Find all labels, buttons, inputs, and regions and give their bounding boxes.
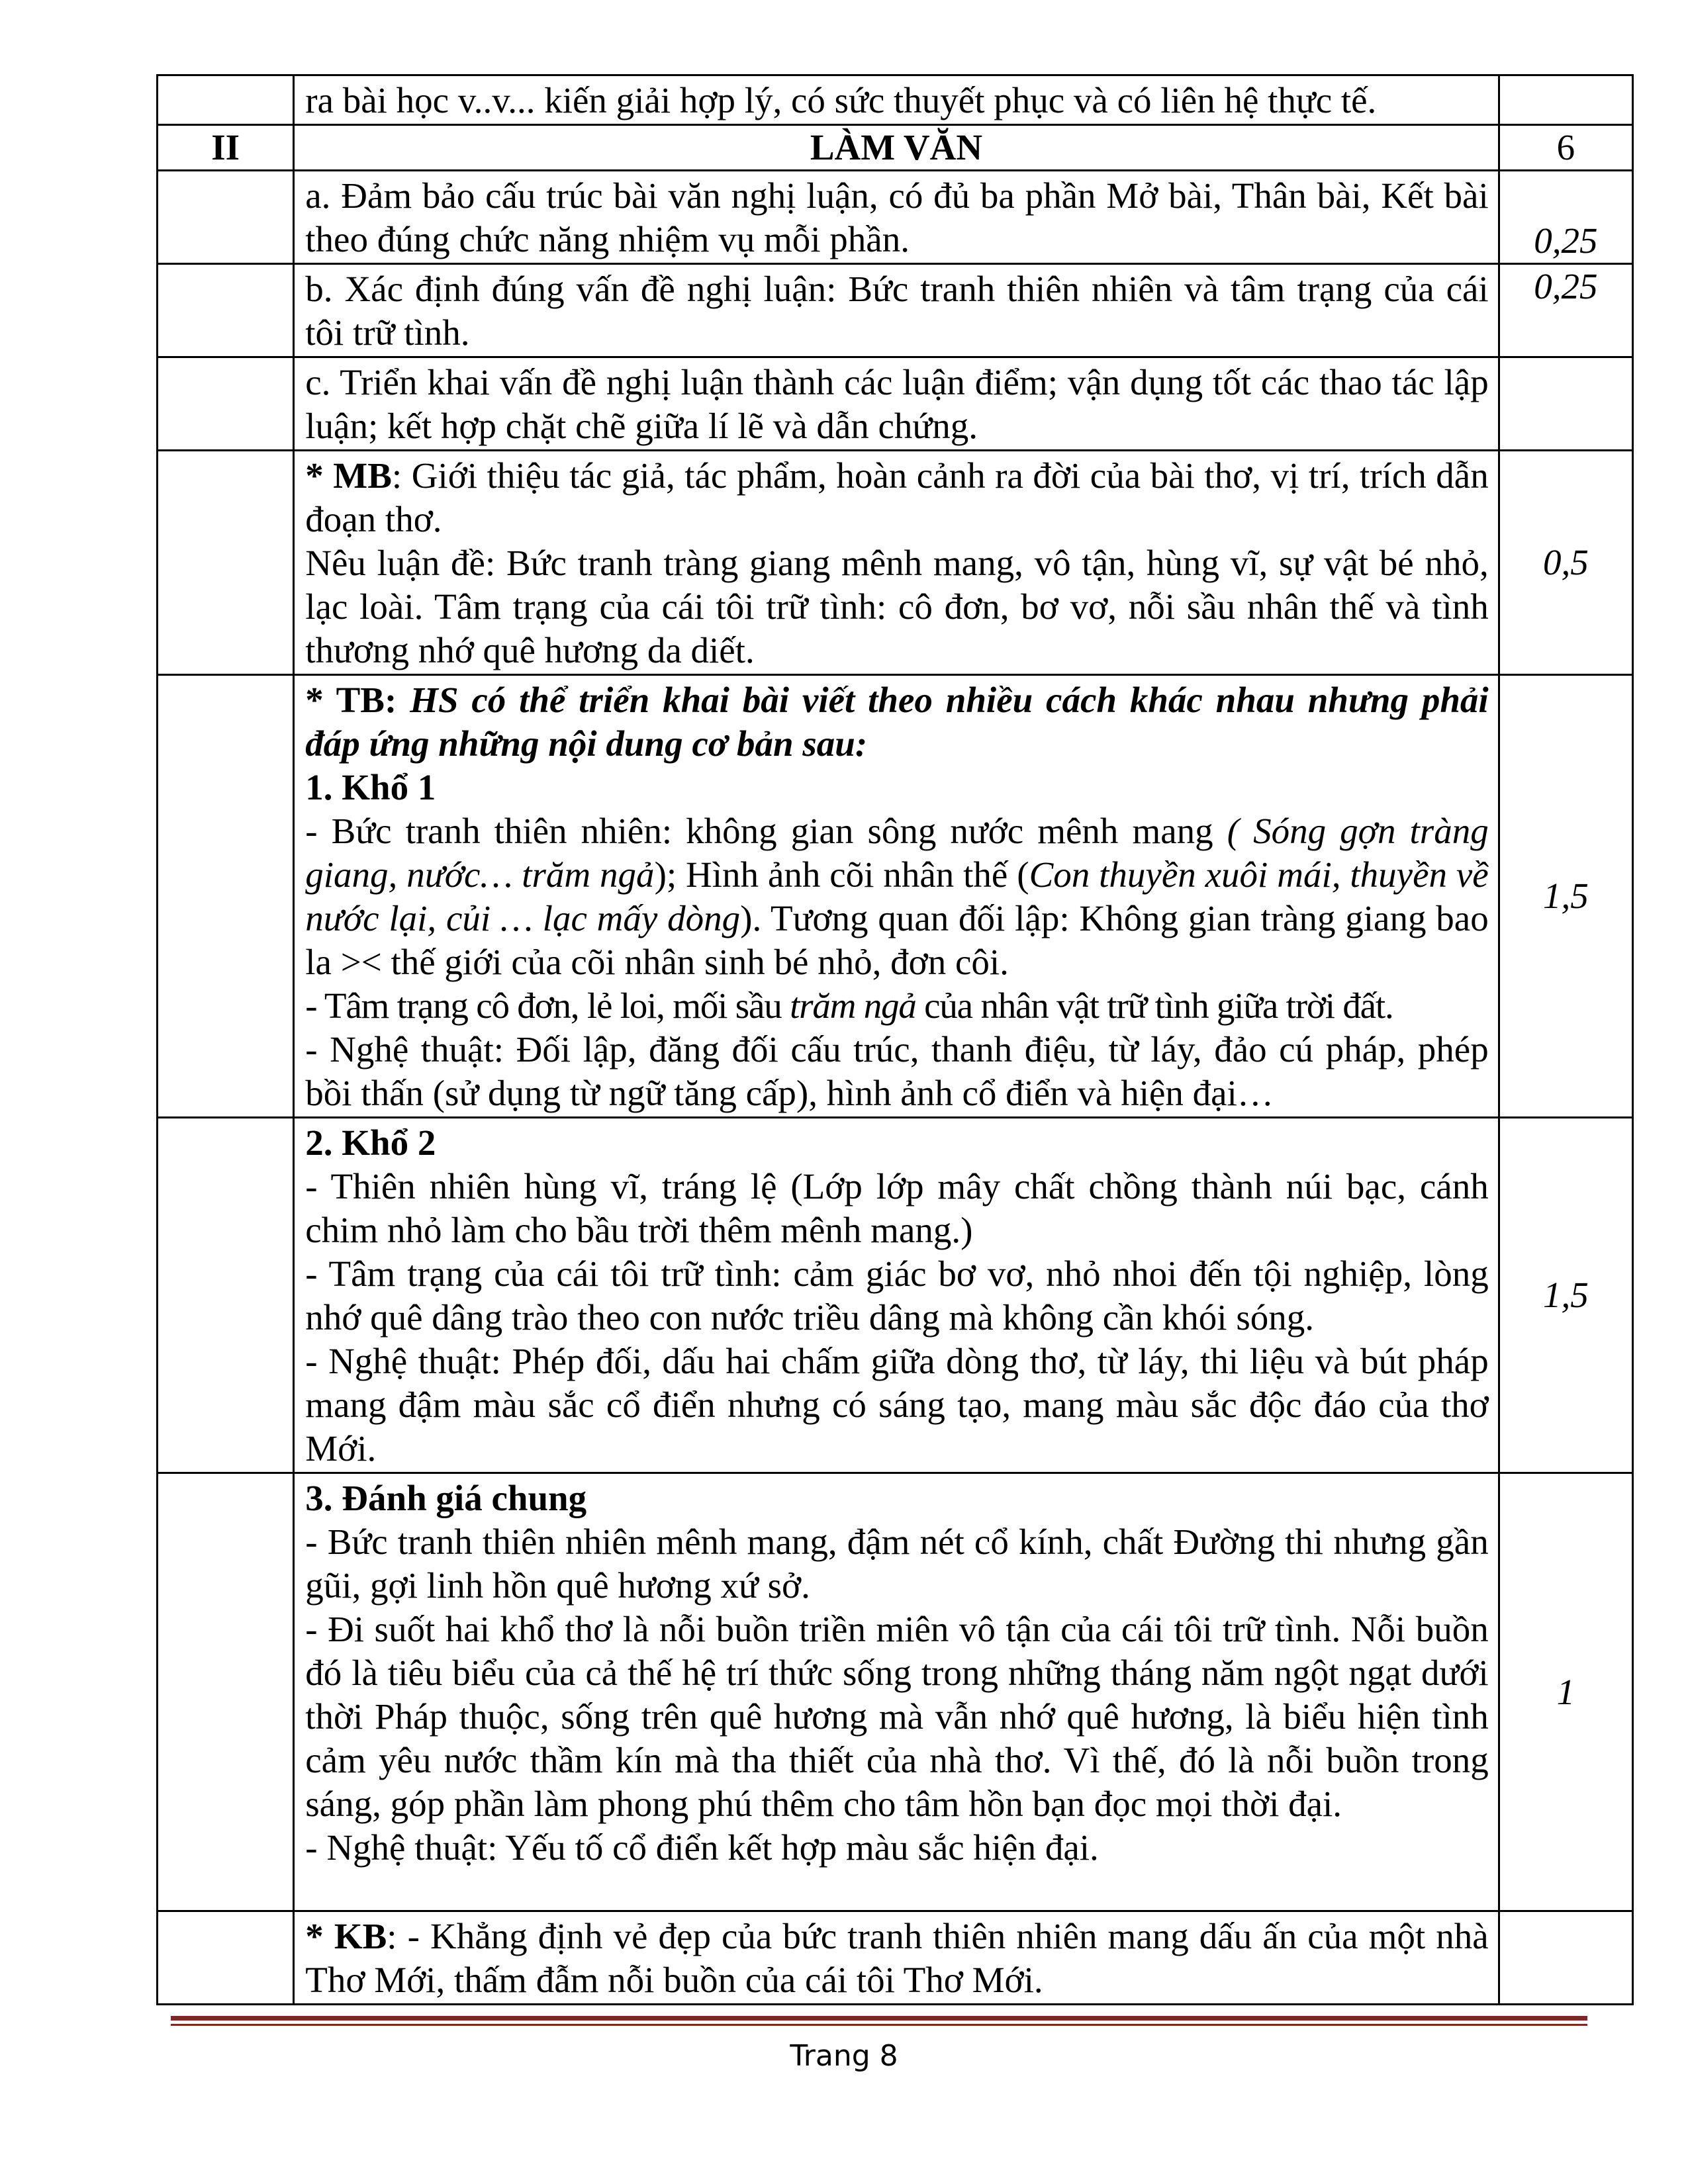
table-row (158, 675, 1633, 1118)
kho2-p2: - Tâm trạng của cái tôi trữ tình: cảm giác bơ vơ, nhỏ nhoi đến tội nghiệp, lòng nhớ quê dâng trào theo con nước triều dâng mà không cần khói sóng. (305, 1253, 1489, 1338)
table-row (158, 451, 1633, 675)
kho2-score: 1,5 (1499, 1118, 1632, 1473)
mb-label: * MB (305, 455, 392, 496)
numeral-cell (158, 357, 294, 451)
grading-table (156, 74, 1634, 2005)
kho1-heading: 1. Khổ 1 (305, 767, 436, 807)
danh-gia-p3: - Nghệ thuật: Yếu tố cổ điển kết hợp màu sắc hiện đại. (305, 1827, 1099, 1868)
kb-body: : - Khẳng định vẻ đẹp của bức tranh thiên nhiên mang dấu ấn của một nhà Thơ Mới, thấm đẫm nỗi buồn của cái tôi Thơ Mới. (305, 1916, 1489, 2000)
kho1-p2-a: - Tâm trạng cô đơn, lẻ loi, mối sầu (305, 985, 790, 1026)
numeral-cell (158, 1473, 294, 1911)
numeral-cell (158, 675, 294, 1118)
kho1-p1-c: ); Hình ảnh cõi nhân thế ( (654, 854, 1029, 895)
danh-gia-score: 1 (1499, 1473, 1632, 1911)
tb-intro (305, 678, 1488, 766)
table-row (158, 75, 1633, 125)
criterion-b-score: 0,25 (1499, 264, 1632, 357)
table-row (158, 264, 1633, 357)
kho1-p2 (305, 984, 1488, 1028)
kho1-p1-d: Con thuyền xuôi mái, thuyền về nước lại, củi … lạc mấy dòng (305, 854, 1489, 938)
kho1-score: 1,5 (1499, 675, 1632, 1118)
page-number: Trang 8 (790, 2039, 898, 2073)
criterion-c: c. Triển khai vấn đề nghị luận thành các luận điểm; vận dụng tốt các thao tác lập luận; kết hợp chặt chẽ giữa lí lẽ và dẫn chứng. (305, 362, 1489, 446)
score-cell (1499, 1911, 1632, 2005)
criterion-b: b. Xác định đúng vấn đề nghị luận: Bức tranh thiên nhiên và tâm trạng của cái tôi trữ tình. (305, 269, 1489, 353)
danh-gia-heading: 3. Đánh giá chung (305, 1478, 587, 1518)
table-row (158, 171, 1633, 264)
score-cell (1499, 75, 1632, 125)
kho1-p2-c: của nhân vật trữ tình giữa trời đất. (915, 985, 1393, 1026)
danh-gia-p1: - Bức tranh thiên nhiên mênh mang, đậm nét cổ kính, chất Đường thi nhưng gần gũi, gợi linh hồn quê hương xứ sở. (305, 1522, 1489, 1606)
mb-thesis: Nêu luận đề: Bức tranh tràng giang mênh mang, vô tận, hùng vĩ, sự vật bé nhỏ, lạc loài. Tâm trạng của cái tôi trữ tình: cô đơn, bơ vơ, nỗi sầu nhân thế và tình thương nhớ quê hương da diết. (305, 543, 1489, 670)
table-row (158, 125, 1633, 171)
tb-text: HS có thể triển khai bài viết theo nhiều cách khác nhau nhưng phải đáp ứng những nội dung cơ bản sau: (305, 680, 1489, 764)
section-score: 6 (1499, 125, 1632, 171)
footer-rule-thick (171, 2016, 1587, 2021)
table-row (158, 1911, 1633, 2005)
mb-text: : Giới thiệu tác giả, tác phẩm, hoàn cảnh ra đời của bài thơ, vị trí, trích dẫn đoạn thơ. (305, 455, 1489, 539)
numeral-cell (158, 1118, 294, 1473)
kb-text (305, 1915, 1488, 2002)
mb-score: 0,5 (1499, 451, 1632, 675)
tb-label: * TB: (305, 680, 397, 720)
numeral-cell (158, 171, 294, 264)
table-row (158, 1473, 1633, 1911)
row0-text: ra bài học v..v... kiến giải hợp lý, có sức thuyết phục và có liên hệ thực tế. (305, 80, 1377, 120)
kho1-p1-b: ( Sóng gợn tràng giang, nước… trăm ngả (305, 811, 1489, 895)
kb-label: * KB (305, 1916, 387, 1956)
criterion-a-score: 0,25 (1499, 171, 1632, 264)
danh-gia-p2: - Đi suốt hai khổ thơ là nỗi buồn triền miên vô tận của cái tôi trữ tình. Nỗi buồn đó là tiêu biểu của cả thế hệ trí thức sống trong những tháng năm ngột ngạt dưới thời Pháp thuộc, sống trên quê hương mà vẫn nhớ quê hương, là biểu hiện tình cảm yêu nước thầm kín mà tha thiết của nhà thơ. Vì thế, đó là nỗi buồn trong sáng, góp phần làm phong phú thêm cho tâm hồn bạn đọc mọi thời đại. (305, 1609, 1489, 1824)
numeral-cell (158, 451, 294, 675)
kho1-p1-e: ). Tương quan đối lập: Không gian tràng giang bao la >< thế giới của cõi nhân sinh bé nhỏ, đơn côi. (305, 898, 1489, 982)
kho2-p3: - Nghệ thuật: Phép đối, dấu hai chấm giữa dòng thơ, từ láy, thi liệu và bút pháp mang đậm màu sắc cổ điển nhưng có sáng tạo, mang màu sắc độc đáo của thơ Mới. (305, 1341, 1489, 1469)
score-cell (1499, 357, 1632, 451)
numeral-cell (158, 264, 294, 357)
content-cell (294, 1911, 1499, 2005)
footer-rule-thin (171, 2024, 1587, 2026)
content-cell (294, 171, 1499, 264)
content-cell (294, 264, 1499, 357)
table-row (158, 357, 1633, 451)
kho2-p1: - Thiên nhiên hùng vĩ, tráng lệ (Lớp lớp mây chất chồng thành núi bạc, cánh chim nhỏ làm cho bầu trời thêm mênh mang.) (305, 1166, 1489, 1250)
content-cell (294, 125, 1499, 171)
kho1-p1 (305, 809, 1488, 984)
kho1-p2-b: trăm ngả (790, 985, 916, 1026)
content-cell (294, 1473, 1499, 1911)
table-row (158, 1118, 1633, 1473)
numeral-cell (158, 1911, 294, 2005)
section-numeral: II (158, 125, 294, 171)
section-title: LÀM VĂN (810, 127, 983, 167)
content-cell (294, 451, 1499, 675)
content-cell (294, 675, 1499, 1118)
kho2-heading: 2. Khổ 2 (305, 1122, 436, 1163)
mb-intro (305, 454, 1488, 541)
content-cell (294, 75, 1499, 125)
content-cell (294, 357, 1499, 451)
kho1-p1-a: - Bức tranh thiên nhiên: không gian sông nước mênh mang (305, 811, 1227, 851)
content-cell (294, 1118, 1499, 1473)
criterion-a: a. Đảm bảo cấu trúc bài văn nghị luận, có đủ ba phần Mở bài, Thân bài, Kết bài theo đúng chức năng nhiệm vụ mỗi phần. (305, 175, 1489, 259)
kho1-p3: - Nghệ thuật: Đối lập, đăng đối cấu trúc, thanh điệu, từ láy, đảo cú pháp, phép bồi thấn (sử dụng từ ngữ tăng cấp), hình ảnh cổ điển và hiện đại… (305, 1029, 1489, 1113)
numeral-cell (158, 75, 294, 125)
